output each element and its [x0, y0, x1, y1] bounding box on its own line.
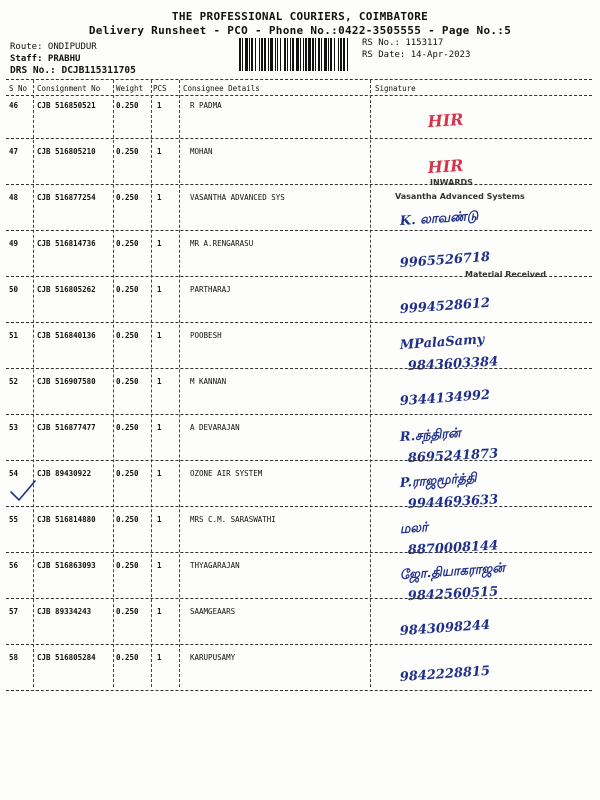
- signature-text: 9843098244: [399, 617, 491, 640]
- weight-value: 0.250: [116, 653, 139, 662]
- runsheet-title: Delivery Runsheet - PCO - Phone No.:0422-3505555 - Page No.:5: [88, 24, 512, 37]
- weight-value: 0.250: [116, 101, 139, 110]
- route-staff-block: [10, 41, 97, 65]
- signature-handwriting: [370, 377, 592, 423]
- signature-handwriting: [370, 653, 592, 699]
- consignee-name: OZONE AIR SYSTEM: [190, 469, 263, 478]
- signature-text: ஜோ.தியாகராஜன்: [399, 560, 506, 584]
- serial-number: 58: [9, 653, 19, 662]
- col-consignment: Consignment No: [37, 84, 101, 93]
- weight-value: 0.250: [116, 331, 139, 340]
- consignment-number: CJB 516805262: [37, 285, 96, 294]
- stamp-title: INWARDS: [430, 178, 473, 187]
- consignment-number: CJB 516805210: [37, 147, 96, 156]
- weight-value: 0.250: [116, 423, 139, 432]
- weight-value: 0.250: [116, 193, 139, 202]
- signature-text: 9344134992: [399, 387, 491, 410]
- staff-label: Staff: PRABHU: [10, 54, 81, 64]
- weight-value: 0.250: [116, 469, 139, 478]
- serial-number: 54: [9, 469, 19, 478]
- serial-number: 46: [9, 101, 19, 110]
- row-divider: [6, 414, 592, 415]
- row-divider: [6, 138, 592, 139]
- signature-handwriting: [370, 469, 592, 515]
- row-divider: [6, 506, 592, 507]
- consignee-name: MR A.RENGARASU: [190, 239, 254, 248]
- weight-value: 0.250: [116, 561, 139, 570]
- rs-number: RS No.: 1153117: [362, 38, 444, 48]
- pieces-count: 1: [157, 607, 162, 616]
- consignment-number: CJB 516805284: [37, 653, 96, 662]
- row-divider: [6, 230, 592, 231]
- route-label: Route: ONDIPUDUR: [10, 42, 97, 52]
- consignee-name: THYAGARAJAN: [190, 561, 240, 570]
- pieces-count: 1: [157, 653, 162, 662]
- col-weight: Weight: [116, 84, 144, 93]
- consignee-name: KARUPUSAMY: [190, 653, 236, 662]
- consignment-number: CJB 516850521: [37, 101, 96, 110]
- table-row: [0, 239, 600, 285]
- signature-phone: 8870008144: [407, 538, 499, 559]
- signature-handwriting: [370, 101, 592, 147]
- row-divider: [6, 184, 592, 185]
- consignee-name: M KANNAN: [190, 377, 227, 386]
- signature-text: K. லாவண்டு: [399, 208, 479, 230]
- signature-handwriting: [370, 423, 592, 469]
- stamp-company: Vasantha Advanced Systems: [395, 192, 525, 201]
- weight-value: 0.250: [116, 147, 139, 156]
- col-signature: Signature: [375, 84, 416, 93]
- col-details: Consignee Details: [183, 84, 260, 93]
- table-row: [0, 331, 600, 377]
- serial-number: 51: [9, 331, 19, 340]
- serial-number: 48: [9, 193, 19, 202]
- table-row: [0, 653, 600, 699]
- signature-text: மலர்: [399, 520, 429, 538]
- table-row: [0, 561, 600, 607]
- drs-number: DRS No.: DCJB115311705: [10, 65, 136, 76]
- signature-handwriting: [370, 239, 592, 285]
- table-top-border: [6, 79, 592, 80]
- table-row: [0, 178, 600, 239]
- signature-phone: 8695241873: [407, 446, 499, 467]
- table-row: [0, 101, 600, 147]
- weight-value: 0.250: [116, 515, 139, 524]
- signature-handwriting: [370, 515, 592, 561]
- consignee-name: PARTHARAJ: [190, 285, 231, 294]
- table-row: [0, 515, 600, 561]
- consignee-name: MOHAN: [190, 147, 213, 156]
- consignee-name: A DEVARAJAN: [190, 423, 240, 432]
- consignment-number: CJB 516877254: [37, 193, 96, 202]
- table-row: [0, 147, 600, 193]
- serial-number: 55: [9, 515, 19, 524]
- pieces-count: 1: [157, 561, 162, 570]
- stamp-title: Material Received: [465, 270, 547, 279]
- consignment-number: CJB 89430922: [37, 469, 92, 478]
- table-row: [0, 423, 600, 469]
- consignee-name: VASANTHA ADVANCED SYS: [190, 193, 285, 202]
- pieces-count: 1: [157, 285, 162, 294]
- row-divider: [6, 690, 592, 691]
- pieces-count: 1: [157, 147, 162, 156]
- pieces-count: 1: [157, 239, 162, 248]
- signature-handwriting: [370, 147, 592, 193]
- consignee-name: R PADMA: [190, 101, 222, 110]
- consignee-name: POOBESH: [190, 331, 222, 340]
- pieces-count: 1: [157, 101, 162, 110]
- signature-handwriting: [370, 331, 592, 377]
- signature-phone: 9944693633: [407, 492, 499, 513]
- signature-handwriting: [370, 285, 592, 331]
- barcode: [239, 38, 351, 71]
- pieces-count: 1: [157, 193, 162, 202]
- signature-text: 9842228815: [399, 663, 491, 686]
- signature-handwriting: [370, 561, 592, 607]
- consignment-number: CJB 89334243: [37, 607, 92, 616]
- signature-handwriting: [370, 178, 592, 239]
- col-sno: S No: [9, 84, 28, 93]
- weight-value: 0.250: [116, 285, 139, 294]
- header-bottom-border: [6, 95, 592, 96]
- rs-date: RS Date: 14-Apr-2023: [362, 50, 471, 60]
- pieces-count: 1: [157, 331, 162, 340]
- table-row: [0, 469, 600, 515]
- serial-number: 53: [9, 423, 19, 432]
- pieces-count: 1: [157, 515, 162, 524]
- table-row: [0, 607, 600, 653]
- serial-number: 49: [9, 239, 19, 248]
- row-divider: [6, 552, 592, 553]
- pieces-count: 1: [157, 469, 162, 478]
- consignment-number: CJB 516877477: [37, 423, 96, 432]
- company-title: THE PROFESSIONAL COURIERS, COIMBATORE: [171, 10, 429, 23]
- consignment-number: CJB 516840136: [37, 331, 96, 340]
- signature-text: P.ராஜமூர்த்தி: [399, 470, 477, 492]
- signature-text: R.சந்திரன்: [399, 425, 462, 446]
- serial-number: 57: [9, 607, 19, 616]
- consignment-number: CJB 516907580: [37, 377, 96, 386]
- serial-number: 56: [9, 561, 19, 570]
- signature-text: HIR: [426, 155, 465, 178]
- check-mark-icon: [8, 478, 38, 504]
- serial-number: 52: [9, 377, 19, 386]
- consignee-name: MRS C.M. SARASWATHI: [190, 515, 276, 524]
- table-row: [0, 377, 600, 423]
- consignment-number: CJB 516863093: [37, 561, 96, 570]
- serial-number: 47: [9, 147, 19, 156]
- signature-text: 9994528612: [399, 295, 491, 318]
- row-divider: [6, 322, 592, 323]
- weight-value: 0.250: [116, 607, 139, 616]
- signature-text: MPalaSamy: [399, 332, 485, 354]
- rs-info: [362, 37, 470, 61]
- weight-value: 0.250: [116, 239, 139, 248]
- weight-value: 0.250: [116, 377, 139, 386]
- pieces-count: 1: [157, 423, 162, 432]
- consignee-name: SAAMGEAARS: [190, 607, 236, 616]
- row-divider: [6, 276, 592, 277]
- signature-text: HIR: [426, 109, 465, 132]
- consignment-number: CJB 516814736: [37, 239, 96, 248]
- row-divider: [6, 460, 592, 461]
- signature-handwriting: [370, 607, 592, 653]
- signature-phone: 9842560515: [407, 584, 499, 605]
- serial-number: 50: [9, 285, 19, 294]
- table-row: [0, 285, 600, 331]
- consignment-number: CJB 516814880: [37, 515, 96, 524]
- row-divider: [6, 368, 592, 369]
- signature-text: 9965526718: [399, 249, 491, 272]
- row-divider: [6, 598, 592, 599]
- pieces-count: 1: [157, 377, 162, 386]
- col-pcs: PCS: [153, 84, 167, 93]
- signature-phone: 9843603384: [407, 354, 499, 375]
- row-divider: [6, 644, 592, 645]
